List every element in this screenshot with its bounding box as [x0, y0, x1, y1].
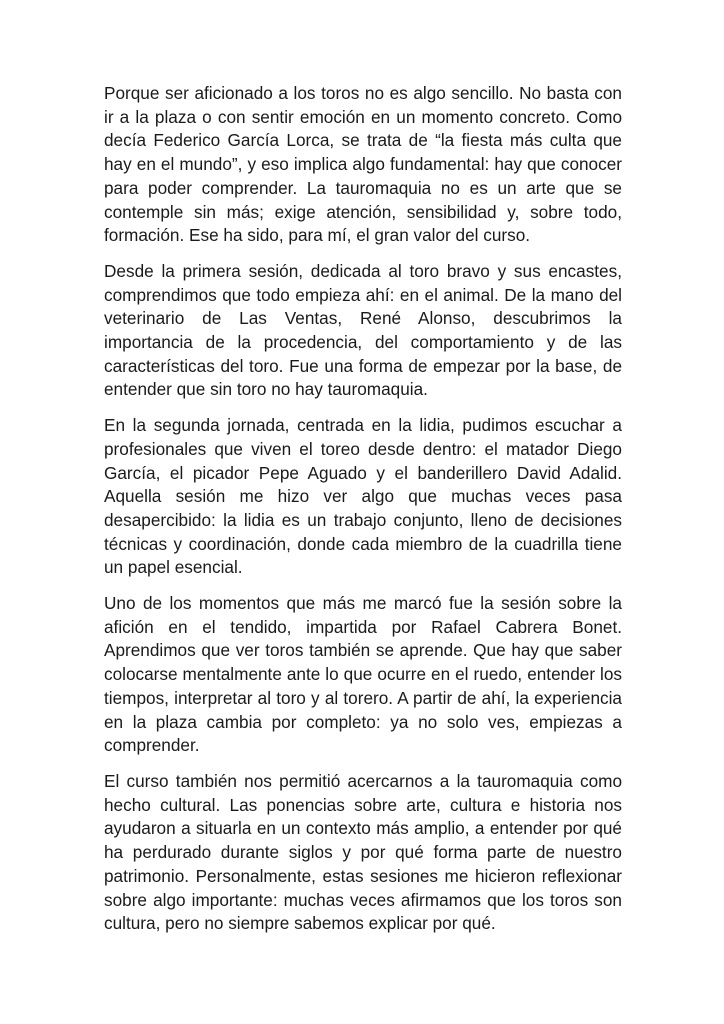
paragraph-aficion: Uno de los momentos que más me marcó fue la sesión sobre la afición en el tendido, impartida por Rafael Cabrera Bonet. Aprendimos que ver toros también se aprende. Que hay que saber colocarse mentalmente ante lo que ocurre en el ruedo, entender los tiempos, interpretar al toro y al torero. A partir de ahí, la experiencia en la plaza cambia por completo: ya no solo ves, empiezas a comprender. [104, 593, 622, 756]
paragraph-toro-bravo: Desde la primera sesión, dedicada al toro bravo y sus encastes, comprendimos que todo empieza ahí: en el animal. De la mano del veterinario de Las Ventas, René Alonso, descubrimos la importancia de la procedencia, del comportamiento y de las características del toro. Fue una forma de empezar por la base, de entender que sin toro no hay tauromaquia. [104, 260, 622, 400]
paragraph-lidia: En la segunda jornada, centrada en la lidia, pudimos escuchar a profesionales que viven el toreo desde dentro: el matador Diego García, el picador Pepe Aguado y el banderillero David Adalid. Aquella sesión me hizo ver algo que muchas veces pasa desapercibido: la lidia es un trabajo conjunto, lleno de decisiones técnicas y coordinación, donde cada miembro de la cuadrilla tiene un papel esencial. [104, 415, 622, 578]
paragraph-cultura: El curso también nos permitió acercarnos a la tauromaquia como hecho cultural. Las ponencias sobre arte, cultura e historia nos ayudaron a situarla en un contexto más amplio, a entender por qué ha perdurado durante siglos y por qué forma parte de nuestro patrimonio. Personalmente, estas sesiones me hicieron reflexionar sobre algo importante: muchas veces afirmamos que los toros son cultura, pero no siempre sabemos explicar por qué. [104, 770, 622, 934]
document-page [104, 82, 622, 948]
paragraph-intro: Porque ser aficionado a los toros no es algo sencillo. No basta con ir a la plaza o con sentir emoción en un momento concreto. Como decía Federico García Lorca, se trata de “la fiesta más culta que hay en el mundo”, y eso implica algo fundamental: hay que conocer para poder comprender. La tauromaquia no es un arte que se contemple sin más; exige atención, sensibilidad y, sobre todo, formación. Ese ha sido, para mí, el gran valor del curso. [104, 83, 622, 246]
